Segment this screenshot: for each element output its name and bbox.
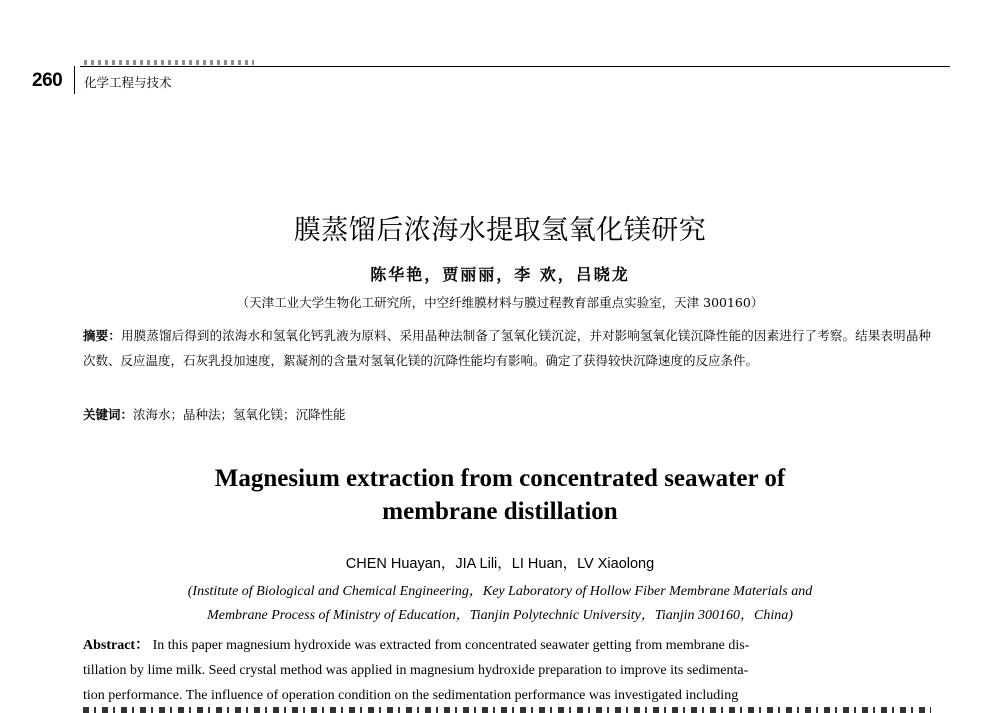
running-header xyxy=(28,66,958,100)
english-abstract-line-2: tillation by lime milk. Seed crystal method was applied in magnesium hydroxide preparation to improve its sedimenta- xyxy=(83,663,749,678)
header-divider xyxy=(74,66,75,94)
page-number: 260 xyxy=(32,70,63,91)
english-abstract-text-1: In this paper magnesium hydroxide was extracted from concentrated seawater getting from membrane dis- xyxy=(152,638,750,653)
chinese-affiliation: （天津工业大学生物化工研究所，中空纤维膜材料与膜过程教育部重点实验室，天津 300160） xyxy=(236,295,764,310)
english-authors: CHEN Huayan，JIA Lili，LI Huan，LV Xiaolong xyxy=(345,556,655,572)
english-title xyxy=(0,462,1000,528)
chinese-abstract-label: 摘要： xyxy=(83,328,121,343)
chinese-title: 膜蒸馏后浓海水提取氢氧化镁研究 xyxy=(293,215,707,246)
english-affiliation-line-2: Membrane Process of Ministry of Education，Tianjin Polytechnic University，Tianjin 300160，China) xyxy=(207,608,793,623)
header-scan-artifact xyxy=(84,60,254,65)
english-abstract-line-1 xyxy=(83,633,931,658)
english-title-line-2: membrane distillation xyxy=(382,498,618,525)
english-abstract-label: Abstract： xyxy=(83,638,150,653)
chinese-keywords xyxy=(83,405,931,423)
chinese-authors: 陈华艳，贾丽丽，李 欢，吕晓龙 xyxy=(370,265,630,284)
english-affiliation-line-1: (Institute of Biological and Chemical Engineering，Key Laboratory of Hollow Fiber Membrane Materials and xyxy=(187,584,813,599)
cut-off-text-line xyxy=(83,707,931,713)
header-rule xyxy=(80,66,950,67)
chinese-abstract xyxy=(83,323,931,373)
chinese-keywords-text: 浓海水；晶种法；氢氧化镁；沉降性能 xyxy=(133,407,346,422)
chinese-abstract-text: 用膜蒸馏后得到的浓海水和氢氧化钙乳液为原料、采用晶种法制备了氢氧化镁沉淀，并对影响氢氧化镁沉降性能的因素进行了考察。结果表明晶种次数、反应温度，石灰乳投加速度，絮凝剂的含量对氢氧化镁的沉降性能均有影响。确定了获得较快沉降速度的反应条件。 xyxy=(83,328,931,368)
english-abstract xyxy=(83,633,931,708)
english-title-line-1: Magnesium extraction from concentrated seawater of xyxy=(214,465,786,492)
english-abstract-line-3: tion performance. The influence of operation condition on the sedimentation performance was investigated including xyxy=(83,688,739,703)
chinese-keywords-label: 关键词： xyxy=(83,407,134,422)
english-affiliation xyxy=(0,580,1000,628)
journal-name: 化学工程与技术 xyxy=(84,75,172,90)
